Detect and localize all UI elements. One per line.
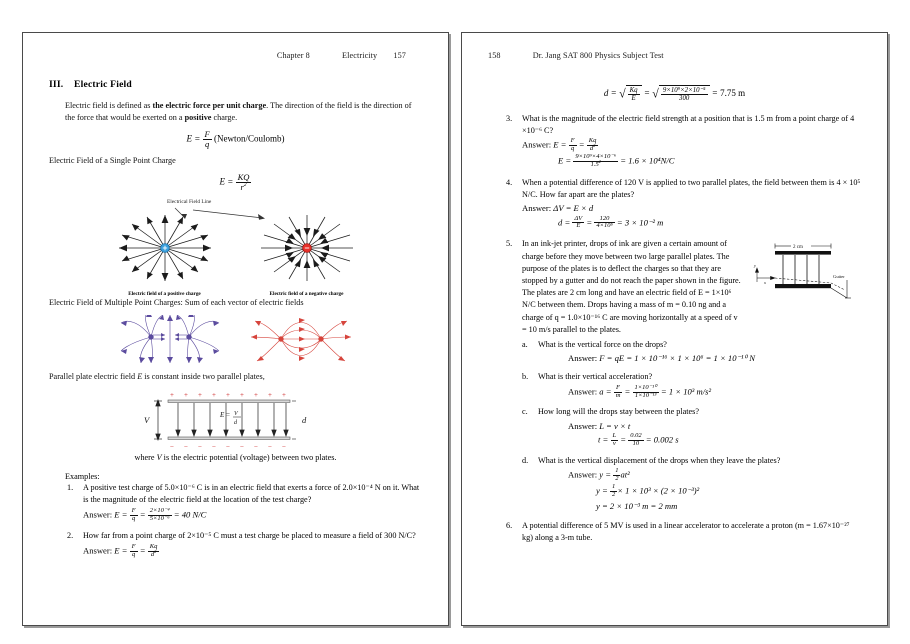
left-folio: 157 (393, 51, 406, 60)
p5b-answer-label: Answer: (568, 386, 598, 397)
svg-text:−: − (169, 443, 174, 452)
eq-def-denominator: q (203, 139, 212, 149)
plate-caption-part2: is the electric potential (voltage) between two plates. (161, 453, 337, 463)
plate-caption-italic: V (156, 453, 162, 463)
plate-heading-italic: E (137, 372, 143, 381)
negative-charge-figure (249, 211, 365, 297)
p1-f2-num: 2×10⁻⁴ (149, 506, 170, 514)
p4-l2-frac2 (594, 216, 614, 231)
inkjet-gutter-label: Gutter (833, 274, 845, 280)
problem-2-text: How far from a point charge of 2×10⁻⁵ C must a test charge be placed to measure a field of 300 N/C? (83, 531, 416, 541)
cont-f1-num: Kq (629, 87, 638, 94)
radical-icon-1: √ (618, 86, 626, 101)
p5d-l1-lhs: y (599, 469, 604, 480)
eq-single-fraction (236, 173, 252, 192)
problem-1-lhs: E (114, 509, 120, 519)
cont-result: 7.75 m (720, 87, 746, 98)
equation-single-point-charge: E = $\frac{KQ}{r^2}$ (219, 171, 250, 192)
svg-text:−: − (211, 443, 216, 452)
p4-l2-f1d: E (572, 222, 584, 230)
inkjet-bottom-plate (775, 284, 831, 288)
p3-l1-f2d (587, 142, 599, 153)
svg-text:−: − (183, 443, 188, 452)
problem-6-text: A potential difference of 5 MV is used in a linear accelerator to accelerate a proton (m = 1.67×10⁻²⁷ kg) along a 3-m tube. (522, 520, 850, 543)
problem-5-marker: 5. (506, 239, 513, 249)
eq-single-numerator: KQ (237, 171, 250, 182)
book-title: Dr. Jang SAT 800 Physics Subject Test (532, 51, 664, 60)
p5d-l3: y = 2 × 10⁻³ m = 2 mm (596, 500, 678, 511)
p3-l2-frac (573, 154, 618, 169)
problem-5-figure (749, 238, 861, 336)
left-page (22, 32, 449, 626)
p5d-l1-half-d: 2 (615, 474, 619, 482)
p5b-answer: Answer: a = $\frac{F}{m}$ = $\frac{\text{1×10⁻¹⁰}}{\text{1×10⁻¹³}}$ = 1 × 10³ m/s² (568, 383, 712, 399)
p5b-question: What is their vertical acceleration? (538, 372, 653, 382)
problem-5c (522, 406, 861, 447)
right-folio: 158 (488, 51, 501, 60)
svg-text:−: − (281, 443, 286, 452)
p3-l2-result: 1.6 × 10⁴N/C (628, 155, 675, 166)
p5c-f1n: L (612, 431, 617, 439)
problem-3 (488, 113, 861, 169)
p5d-l2-tail: × 1 × 10³ × (2 × 10⁻³)² (617, 485, 700, 496)
svg-text:+: + (253, 391, 258, 400)
p3-l1-f2d-exp: 2 (593, 142, 596, 148)
p5d-l2-lhs: y (596, 485, 600, 496)
p5a-marker: a. (522, 340, 528, 350)
p5b-frac1 (614, 385, 623, 400)
p5d-answer-label: Answer: (568, 469, 598, 480)
p4-l2-lhs: d (558, 216, 563, 227)
eq-def-numerator: F (204, 129, 210, 140)
problem-1-result: 40 N/C (181, 509, 207, 519)
problem-1-frac1 (130, 508, 138, 523)
multi-charge-heading: Electric Field of Multiple Point Charges: Sum of each vector of electric fields (49, 297, 304, 307)
negative-charge-caption: Electric field of a negative charge (269, 290, 344, 297)
p5c-l2-frac1 (611, 433, 619, 448)
problem-3-answer-line2: E = $\frac{\text{9×10⁹×4×10⁻⁶}}{1.5^2}$ = 1.6 × 10⁴N/C (558, 152, 675, 169)
problem-5 (488, 238, 861, 511)
like-charges-field-svg (119, 315, 223, 363)
cont-lhs: d (603, 87, 609, 98)
eq-single-den-base: r (240, 181, 244, 192)
p2-f2-den-exp: 2 (154, 548, 157, 554)
intro-paragraph (49, 100, 422, 124)
problem-1-marker: 1. (67, 483, 74, 493)
p3-l2-num: 9×10⁹×4×10⁻⁶ (575, 152, 617, 160)
svg-text:+: + (183, 391, 188, 400)
callout-arrow-icon (167, 207, 297, 223)
problem-3-marker: 3. (506, 113, 513, 123)
svg-text:+: + (211, 391, 216, 400)
p5b-f1n: F (616, 383, 621, 391)
intro-part3: charge. (211, 113, 238, 123)
svg-text:+: + (225, 391, 230, 400)
p5b-result: 1 × 10³ m/s² (668, 386, 712, 397)
cont-f1-den: E (628, 94, 640, 102)
p2-f2-num: Kq (149, 542, 158, 550)
left-problem-list (49, 482, 422, 558)
p5b-f1d: m (615, 391, 621, 399)
problem-5d (522, 455, 861, 512)
p3-l1-f2n: Kq (588, 136, 597, 144)
p1-f1-num: F (131, 506, 136, 514)
p5d-question: What is the vertical displacement of the drops when they leave the plates? (538, 455, 781, 465)
p3-l2-den-exp: 2 (598, 158, 601, 164)
p4-l2-result: 3 × 10⁻² m (624, 216, 664, 227)
p3-l2-den-base: 1.5 (590, 161, 599, 169)
p3-l1-lhs: E (553, 139, 559, 150)
p3-l1-f2d-base: d (589, 145, 594, 152)
plate-caption-part1: where (134, 453, 157, 463)
p5d-l1-tail: at² (620, 469, 630, 480)
svg-text:V: V (233, 411, 238, 418)
problem-3-text: What is the magnitude of the electric field strength at a position that is 1.5 m from a point charge of 4 ×10⁻⁶ C? (522, 113, 855, 135)
positive-charge-caption: Electric field of a positive charge (128, 290, 201, 297)
svg-text:+: + (281, 391, 286, 400)
section-numeral: III. (49, 79, 64, 90)
svg-text:−: − (267, 443, 272, 452)
left-running-head (49, 51, 422, 65)
p5d-answer-line1: Answer: y = $\frac{1}{2}$ at² (568, 466, 630, 482)
p3-l1-f1d: q (569, 145, 577, 153)
problem-5-text: In an ink-jet printer, drops of ink are given a certain amount of charge before they move between two large parallel plates. The purpose of the plates is to deflect the charges so that they are stopped by a gutter and do not reach the paper shown in the figure. The plates are 2 cm long and have an electric field of E = 1×10⁶ N/C between them. Drops having a mass of m = 0.10 ng and a charge of q = 1.0×10⁻¹⁶ C are moving horizontally at a speed of v = 10 m/s parallel to the plates. (522, 239, 741, 334)
p5d-l1-half-n: 1 (615, 466, 619, 474)
cont-f2-num: 9×10⁹×2×10⁻⁵ (662, 87, 706, 94)
svg-text:−: − (225, 443, 230, 452)
p2-f1-num: F (131, 542, 136, 550)
problem-2-marker: 2. (67, 531, 74, 541)
svg-text:+: + (169, 391, 174, 400)
section-heading (49, 79, 422, 90)
svg-text:d: d (233, 420, 237, 427)
p3-l2-den (573, 158, 618, 169)
p4-l2-frac1 (572, 216, 584, 231)
p5a-line1: F = qE = 1 × 10⁻¹⁶ × 1 × 10⁶ = 1 × 10⁻¹⁰ N (599, 353, 755, 364)
p5c-marker: c. (522, 407, 528, 417)
p1-f2-den: 5×10⁻⁶ (149, 514, 170, 522)
equation-field-definition: E = $\frac{F}{q}$ (Newton/Coulomb) (186, 129, 285, 150)
p4-l1: ΔV = E × d (553, 203, 594, 214)
p5c-f1d: v (611, 440, 619, 448)
plate-heading (49, 371, 422, 383)
p5c-f2n: 0.02 (630, 431, 642, 439)
problem-2-answer: Answer: E = $\frac{F}{q}$ = $\frac{Kq}{d^2}$ (83, 542, 158, 558)
eq-def-fraction (203, 130, 212, 149)
p5d-l2-half-d: 2 (611, 490, 616, 498)
cont-sqrt1 (619, 85, 642, 103)
problem-1-frac2 (148, 508, 172, 523)
p5c-f2d: 10 (628, 440, 643, 448)
svg-text:−: − (197, 443, 202, 452)
p5b-frac2 (633, 385, 659, 400)
p2-f1-den: q (130, 551, 138, 559)
problem-4 (488, 177, 861, 230)
plate-caption (49, 453, 422, 462)
p5b-f2d: 1×10⁻¹³ (633, 392, 659, 400)
problem-4-answer-line1 (522, 202, 861, 214)
intro-part1: Electric field is defined as (65, 101, 153, 110)
opposite-charges-field-svg (249, 315, 353, 363)
examples-label: Examples: (65, 472, 100, 482)
p5c-answer-line1 (538, 420, 861, 432)
inkjet-x-axis-label: x (764, 280, 766, 286)
problem-2-frac1 (130, 544, 138, 559)
figure-multiple-charges (49, 315, 422, 363)
eq-single-denominator (236, 182, 252, 192)
cont-sqrt2 (652, 85, 709, 103)
p4-l2-f2d: 4×10⁵ (596, 222, 613, 230)
p5b-f2n: 1×10⁻¹⁰ (634, 383, 657, 391)
p5d-marker: d. (522, 455, 529, 465)
problem-4-answer-line2: d = $\frac{\Delta V}{E}$ = $\frac{120}{\text{4×10⁵}}$ = 3 × 10⁻² m (558, 214, 664, 230)
problem-2 (49, 530, 422, 558)
p5c-l2-frac2 (628, 433, 643, 448)
p5d-answer-line2: y = $\frac{1}{2}$ × 1 × 10³ × (2 × 10⁻³)² (596, 482, 700, 498)
svg-text:−: − (239, 443, 244, 452)
parallel-plate-svg (136, 389, 336, 451)
intro-bold2: positive (184, 113, 212, 123)
inkjet-top-plate (775, 251, 831, 255)
intro-part2: . The direction of the field is the direction of the force that would be exerted on a (65, 101, 412, 123)
section-title: Electric Field (74, 79, 132, 90)
p5c-answer-label: Answer: (568, 420, 598, 431)
svg-text:=: = (225, 411, 230, 420)
svg-text:+: + (267, 391, 272, 400)
intro-bold1: the electric force per unit charge (152, 101, 267, 110)
eq-single-den-exp: 2 (243, 181, 247, 188)
p3-l2-lhs: E (558, 155, 564, 166)
problem-1-text: A positive test charge of 5.0×10⁻⁶ C is in an electric field that exerts a force of 2.0×10⁻⁴ N on it. What is the magnitude of the electric field at the location of the test charge? (83, 483, 420, 505)
right-running-head (488, 51, 861, 65)
p1-f1-den: q (130, 515, 138, 523)
problem-4-answer-label: Answer: (522, 203, 552, 214)
eq-single-lhs: E (219, 176, 226, 187)
problem-3-answer-label: Answer: (522, 139, 552, 150)
p4-l2-f2n: 120 (599, 214, 610, 222)
p5c-result: 0.002 s (653, 434, 679, 445)
svg-text:+: + (239, 391, 244, 400)
problem-6 (488, 520, 861, 544)
right-problem-list (488, 113, 861, 545)
p5c-answer-line2: t = $\frac{L}{v}$ = $\frac{0.02}{10}$ = 0.002 s (598, 431, 679, 447)
inkjet-printer-svg (749, 240, 859, 310)
p5d-l2-half-n: 1 (611, 482, 616, 490)
p4-l2-f1n: ΔV (574, 214, 583, 222)
p3-l1-frac2 (587, 138, 599, 153)
cont-frac1 (628, 87, 640, 103)
radical-icon-2: √ (652, 86, 659, 101)
p5b-marker: b. (522, 372, 529, 382)
equation-continued-distance: d = √ $\frac{Kq}{E}$ = √ $\frac{\text{9×10⁹×2×10⁻⁵}}{300}$ = 7.75 m (603, 86, 746, 103)
plate-heading-part2: is constant inside two parallel plates, (142, 372, 265, 381)
problem-2-lhs: E (114, 545, 120, 556)
problem-5b (522, 371, 861, 399)
positive-charge-figure (107, 211, 223, 297)
problem-1 (49, 482, 422, 522)
inkjet-length-label: 2 cm (793, 245, 803, 251)
problem-5-body (522, 238, 861, 336)
svg-text:E: E (219, 411, 224, 420)
problem-1-answer: Answer: E = $\frac{F}{q}$ = $\frac{\text{2×10⁻⁴}}{\text{5×10⁻⁶}}$ = 40 N/C (83, 506, 207, 522)
field-line-callout-label: Electrical Field Line (167, 198, 212, 205)
plate-d-label: d (301, 415, 306, 426)
svg-text:−: − (253, 443, 258, 452)
p2-f2-den (148, 548, 160, 559)
p3-l1-f1n: F (570, 137, 575, 144)
plate-heading-part1: Parallel plate electric field (49, 372, 138, 381)
problem-1-answer-label: Answer: (83, 509, 113, 519)
right-page (461, 32, 888, 626)
figure-parallel-plates (49, 389, 422, 451)
p5c-line1: L = v × t (599, 420, 631, 431)
p5a-question: What is the vertical force on the drops? (538, 340, 667, 350)
p3-l1-frac1 (569, 138, 577, 153)
cont-frac2 (661, 87, 708, 103)
p5c-l2-lhs: t (598, 434, 601, 445)
figure-single-charge-fields (49, 197, 422, 297)
running-head-subject: Electricity (342, 51, 378, 60)
p5b-lhs: a (599, 386, 604, 397)
p5c-question: How long will the drops stay between the plates? (538, 407, 699, 417)
running-head-chapter: Chapter 8 (276, 51, 310, 60)
cont-f2-den: 300 (661, 94, 708, 102)
eq-def-lhs: E (186, 134, 192, 145)
p5a-answer-label: Answer: (568, 353, 598, 364)
svg-text:+: + (197, 391, 202, 400)
p5d-answer-line3 (538, 500, 861, 512)
problem-3-answer-line1: Answer: E = $\frac{F}{q}$ = $\frac{Kq}{d^2}$ (522, 136, 597, 152)
problem-5a (522, 339, 861, 364)
problem-2-answer-label: Answer: (83, 545, 113, 556)
problem-4-marker: 4. (506, 177, 513, 187)
problem-4-text: When a potential difference of 120 V is applied to two parallel plates, the field between them is 4 × 10⁵ N/C. How far apart are the plates? (522, 177, 861, 200)
p5a-answer (538, 352, 861, 364)
single-charge-heading: Electric Field of a Single Point Charge (49, 155, 176, 165)
inkjet-y-axis-label: y (754, 263, 756, 269)
problem-5-subparts (522, 339, 861, 512)
problem-6-marker: 6. (506, 520, 513, 530)
p2-f2-den-base: d (150, 550, 155, 558)
problem-2-frac2 (148, 544, 160, 559)
eq-def-units: (Newton/Coulomb) (214, 134, 285, 145)
plate-v-label: V (143, 415, 149, 426)
